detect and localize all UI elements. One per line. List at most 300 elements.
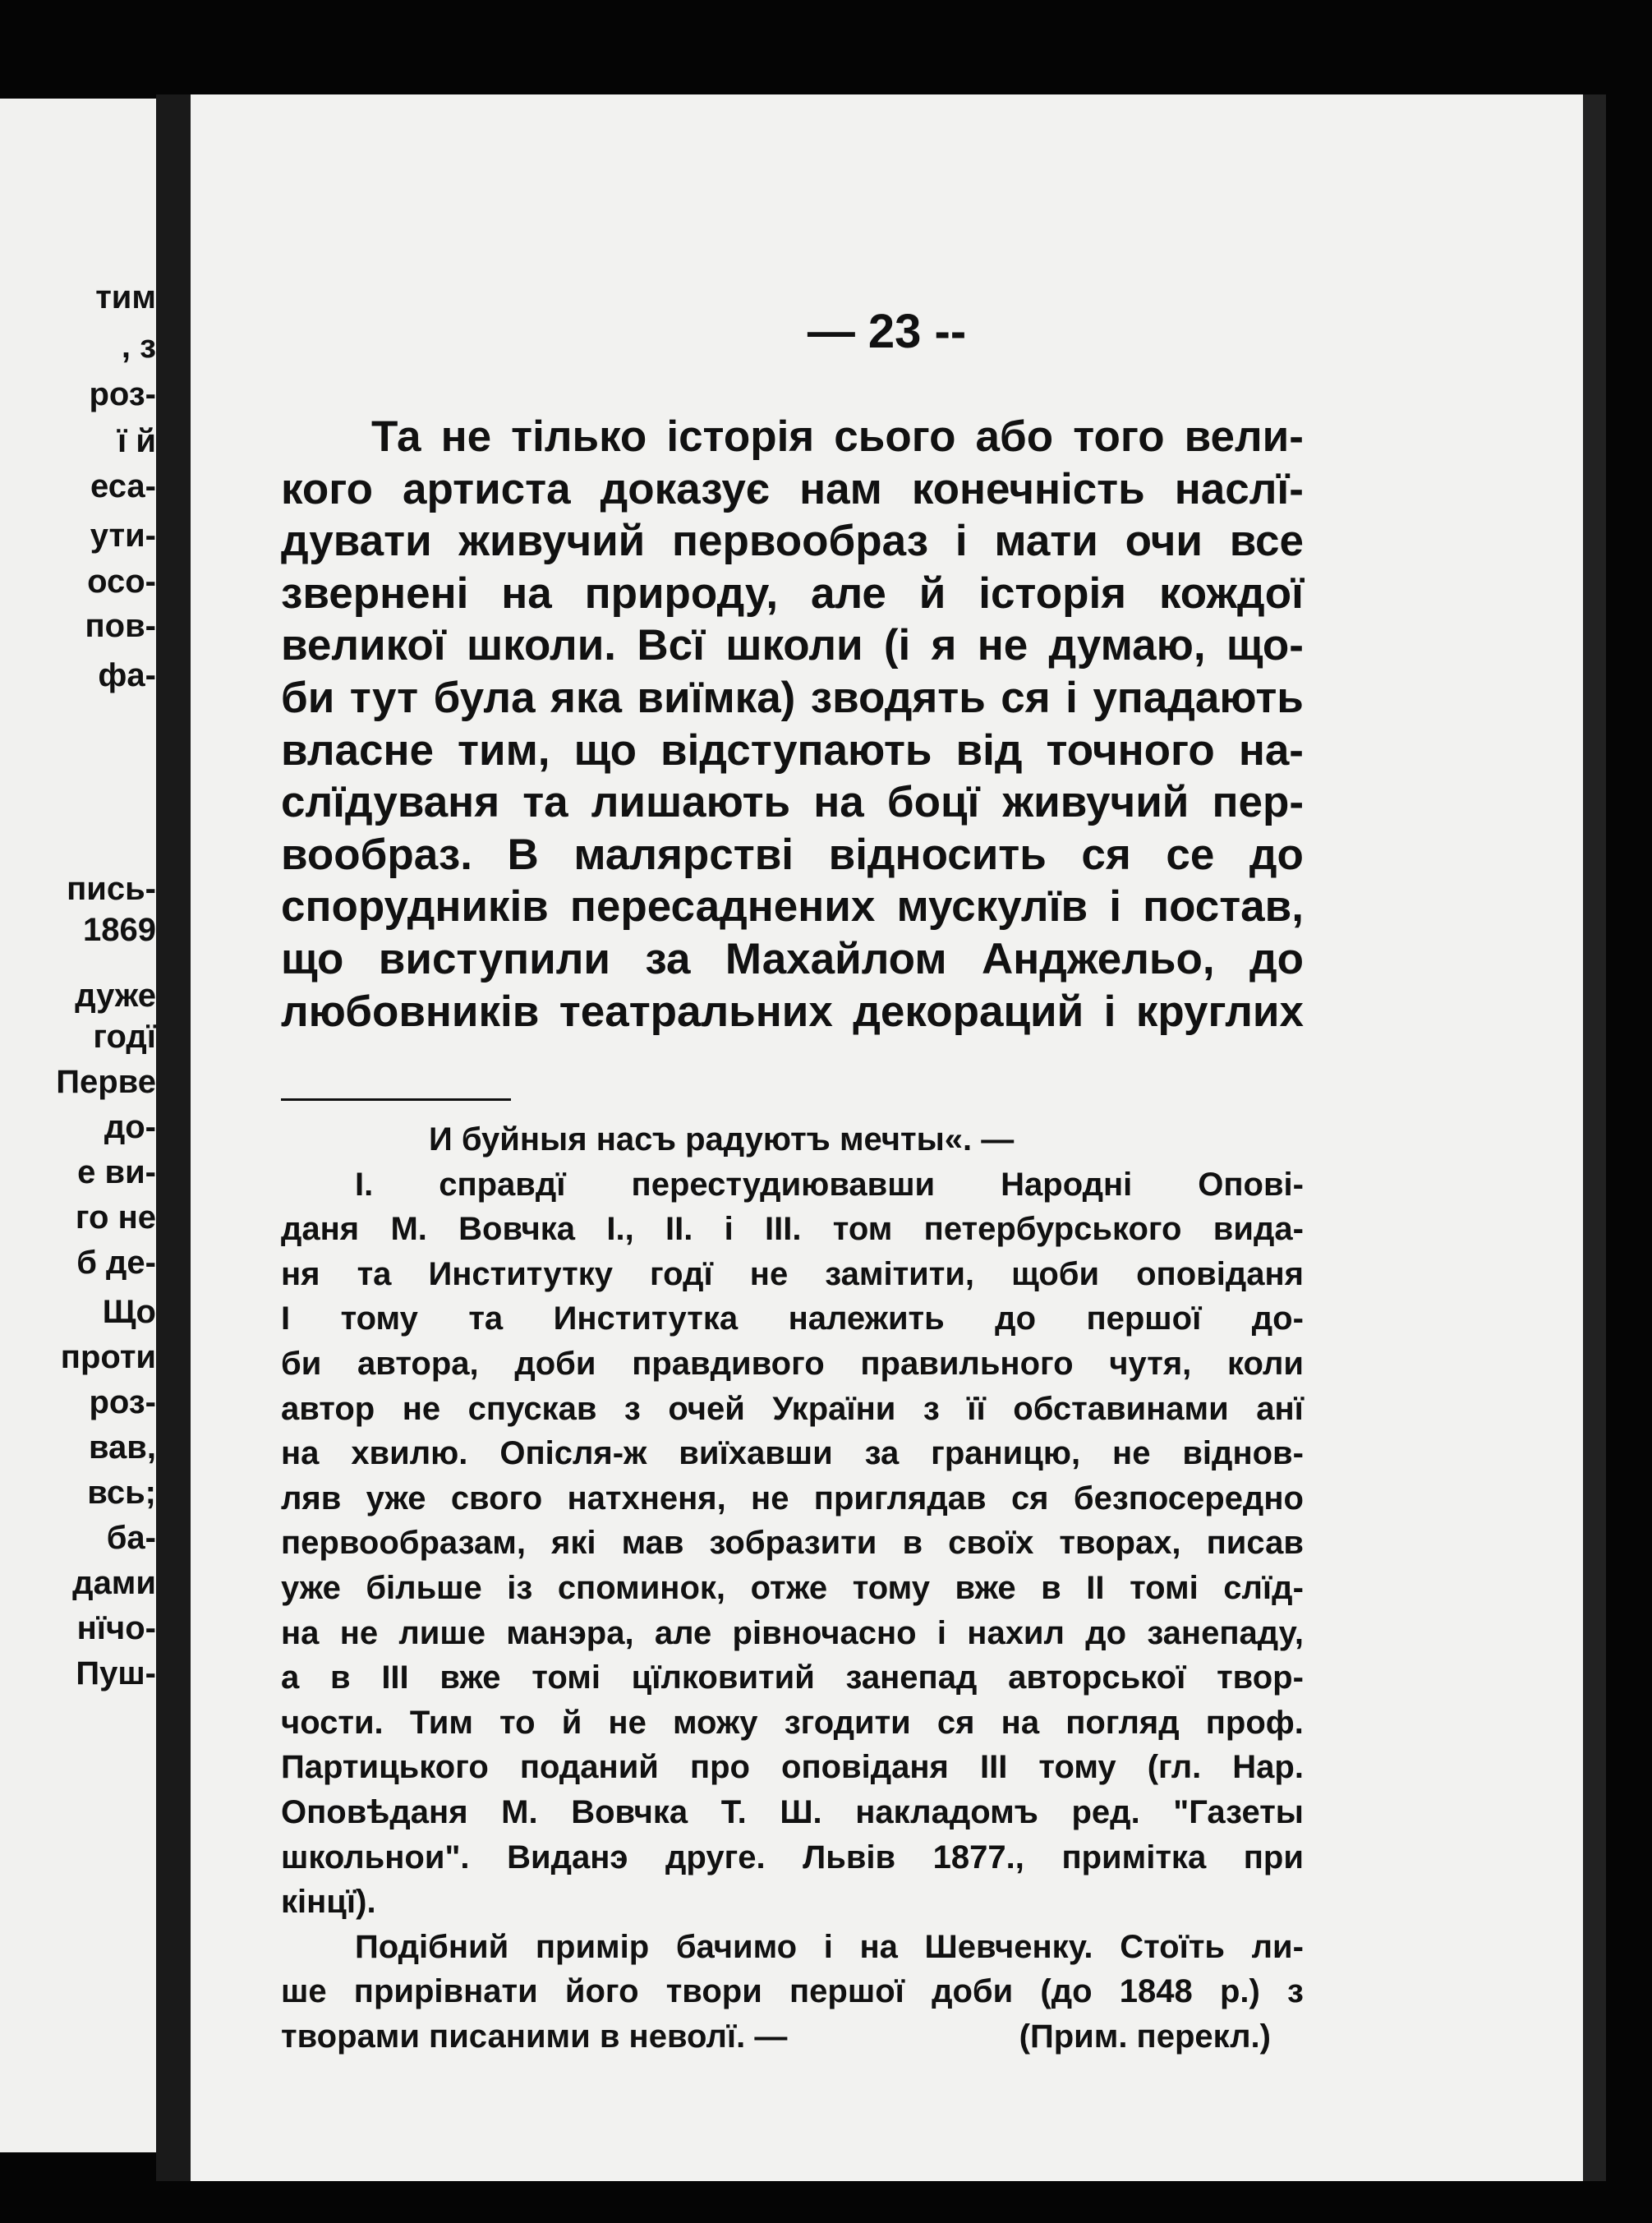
word: й — [561, 1704, 582, 1741]
word: виступили — [378, 934, 611, 983]
page-edge — [1583, 94, 1606, 2181]
word: цїлковитий — [631, 1659, 815, 1696]
book-gutter — [156, 94, 191, 2181]
word: декораций — [853, 987, 1084, 1036]
word: ляв — [281, 1480, 342, 1517]
word: доби — [932, 1973, 1014, 2010]
word: Махайлом — [725, 934, 947, 983]
word: Анджельо, — [981, 934, 1215, 983]
word: школьнои". — [281, 1839, 470, 1876]
word: занепад — [845, 1659, 978, 1696]
word: (і — [883, 621, 911, 670]
left-page-line: роз- — [89, 1384, 156, 1420]
word: та — [357, 1255, 392, 1292]
word: першої — [1086, 1300, 1202, 1337]
left-page-line: тим — [95, 279, 156, 315]
word: не — [749, 1255, 789, 1292]
word: Институтка — [553, 1300, 739, 1337]
word: віднов- — [1182, 1435, 1304, 1472]
word: дувати — [281, 517, 432, 566]
word: обставинами — [1013, 1390, 1229, 1427]
word: зводять — [810, 673, 986, 722]
word: даня — [281, 1211, 360, 1248]
footnote-line — [281, 1162, 1304, 1208]
word: Нар. — [1232, 1749, 1304, 1786]
word: оповіданя — [781, 1749, 949, 1786]
word: великої — [281, 621, 446, 670]
word: друге. — [665, 1839, 766, 1876]
word: Опові- — [1198, 1166, 1304, 1203]
word: на — [281, 1435, 320, 1472]
footnote-line — [281, 1611, 1304, 1656]
left-page-line: 1869 — [83, 912, 156, 948]
word: не — [977, 621, 1028, 670]
word: не — [440, 412, 492, 461]
word: нахил — [967, 1614, 1065, 1651]
word: яка — [550, 673, 622, 722]
left-page-line: до- — [104, 1109, 156, 1145]
word: мав — [621, 1525, 684, 1562]
word: прирівнати — [353, 1973, 538, 2010]
word: се — [1166, 830, 1215, 879]
footnote-line — [281, 1880, 1304, 1925]
word: 1877., — [932, 1839, 1024, 1876]
word: з — [923, 1390, 940, 1427]
word: безпосередно — [1073, 1480, 1304, 1517]
footnote-line — [281, 1387, 1304, 1432]
word: тому — [1038, 1749, 1116, 1786]
word: відносить — [828, 830, 1047, 879]
body-line — [281, 463, 1304, 516]
word: мускулїв — [896, 882, 1088, 932]
word: Оповѣданя — [281, 1793, 468, 1830]
word: насъ — [596, 1121, 676, 1158]
word: України — [772, 1390, 896, 1427]
word: пересаднених — [569, 882, 876, 932]
word: вже — [439, 1659, 501, 1696]
left-page-line: дами — [72, 1565, 156, 1601]
word: її — [967, 1390, 986, 1427]
word: на — [501, 568, 552, 618]
left-page-line: еса- — [90, 468, 156, 504]
word: а — [281, 1659, 300, 1696]
word: і — [1109, 882, 1121, 932]
word: не — [608, 1704, 647, 1741]
word: твор- — [1217, 1659, 1304, 1696]
word: живучий — [458, 517, 646, 566]
word: про — [689, 1749, 750, 1786]
word: сього — [834, 412, 956, 461]
word: лишають — [591, 778, 791, 827]
word: на- — [1238, 725, 1304, 775]
word: наслї- — [1174, 464, 1304, 513]
word: в — [1041, 1569, 1061, 1606]
left-page-line: Пуш- — [76, 1655, 156, 1691]
word: перестудиювавши — [631, 1166, 936, 1203]
word: й — [918, 568, 946, 618]
left-page-line: е ви- — [77, 1154, 156, 1190]
word: була — [433, 673, 536, 722]
word: на — [859, 1928, 898, 1965]
word: слїд- — [1223, 1569, 1304, 1606]
footnote-line — [281, 1296, 1304, 1342]
word: і — [823, 1928, 833, 1965]
word: спускав — [467, 1390, 597, 1427]
body-line — [281, 515, 1304, 568]
left-page-line: всь; — [87, 1475, 156, 1511]
footnote-divider — [281, 1098, 511, 1101]
word: власне — [281, 725, 434, 775]
word: круглих — [1135, 987, 1304, 1036]
word: Т. — [720, 1793, 747, 1830]
word: можу — [672, 1704, 758, 1741]
footnote-line — [281, 1521, 1304, 1566]
word: Вовчка — [458, 1211, 576, 1248]
body-line — [281, 619, 1304, 672]
footnote-line — [281, 1969, 1304, 2014]
left-page-line: дуже — [75, 978, 156, 1014]
word: мати — [994, 517, 1098, 566]
word: лише — [398, 1614, 485, 1651]
word: І — [281, 1300, 291, 1337]
word: ли- — [1251, 1928, 1304, 1965]
word: границю, — [931, 1435, 1081, 1472]
footnote-line — [281, 1476, 1304, 1521]
word: не — [751, 1480, 789, 1517]
word: коли — [1227, 1345, 1304, 1382]
footnote-line — [281, 1745, 1304, 1790]
word: спорудників — [281, 882, 549, 932]
word: або — [975, 412, 1054, 461]
word: малярстві — [573, 830, 794, 879]
word: петербурського — [923, 1211, 1182, 1248]
word: що — [281, 934, 344, 983]
word: на — [813, 778, 864, 827]
word: поданий — [519, 1749, 659, 1786]
word: Всї — [637, 621, 705, 670]
left-page-line: го не — [75, 1199, 156, 1236]
footnote-line — [281, 1925, 1304, 1970]
word: за — [864, 1435, 900, 1472]
word: вже — [955, 1569, 1016, 1606]
word: кождої — [1158, 568, 1304, 618]
footnote-line — [281, 1207, 1304, 1252]
word: від — [955, 725, 1023, 775]
word: доказує — [600, 464, 771, 513]
footnote-line — [281, 1701, 1304, 1746]
word: 1848 — [1119, 1973, 1193, 2010]
word: Партицького — [281, 1749, 489, 1786]
left-page-line: пись- — [67, 871, 156, 907]
word: належить — [788, 1300, 945, 1337]
word: ІІ — [1086, 1569, 1105, 1606]
word: уже — [281, 1569, 341, 1606]
word: хвилю. — [351, 1435, 468, 1472]
word: та — [522, 778, 568, 827]
body-line — [281, 933, 1304, 986]
word: томі — [1130, 1569, 1199, 1606]
page-number: — 23 -- — [807, 305, 967, 358]
left-page-line: вав, — [88, 1429, 156, 1466]
word: до — [1249, 830, 1304, 879]
word: при — [1243, 1839, 1304, 1876]
word: школи — [725, 621, 863, 670]
word: відступають — [660, 725, 932, 775]
word: М. — [501, 1793, 538, 1830]
word: накладомъ — [855, 1793, 1038, 1830]
word: не — [402, 1390, 441, 1427]
left-page-line: б де- — [76, 1245, 156, 1281]
word: бачимо — [675, 1928, 798, 1965]
word: оповіданя — [1136, 1255, 1304, 1292]
left-page-line: проти — [60, 1339, 156, 1375]
word: Виданэ — [507, 1839, 628, 1876]
word: за — [645, 934, 691, 983]
word: доби — [514, 1345, 596, 1382]
word: вели- — [1184, 412, 1304, 461]
left-page-line: нїчо- — [76, 1610, 156, 1646]
footnote-line — [281, 1566, 1304, 1611]
word: історія — [666, 412, 815, 461]
word: школи. — [467, 621, 617, 670]
footnote-line — [281, 1117, 1304, 1162]
word: і — [1065, 673, 1078, 722]
word: Подібний — [355, 1928, 509, 1965]
word: ІІІ. — [765, 1211, 802, 1248]
word: ІІІ — [979, 1749, 1008, 1786]
word: Институтку — [428, 1255, 613, 1292]
word: нам — [799, 464, 882, 513]
word: все — [1229, 517, 1304, 566]
word: вообраз. — [281, 830, 472, 879]
word: тілько — [511, 412, 647, 461]
word: — — [981, 1121, 1015, 1158]
word: уже — [366, 1480, 426, 1517]
word: з — [624, 1390, 641, 1427]
word: примір — [535, 1928, 650, 1965]
word: (до — [1040, 1973, 1093, 2010]
word: М. — [390, 1211, 427, 1248]
word: мечты«. — [839, 1121, 973, 1158]
word: тому — [852, 1569, 930, 1606]
body-line — [281, 411, 1304, 463]
word: більше — [366, 1569, 482, 1606]
left-page-fragment — [0, 99, 156, 2152]
left-page-line: ї й — [117, 423, 156, 459]
word: р.) — [1219, 1973, 1260, 2010]
word: чутя, — [1109, 1345, 1192, 1382]
word: і — [936, 1614, 946, 1651]
word: правильного — [860, 1345, 1074, 1382]
body-line — [281, 829, 1304, 881]
word: замітити, — [825, 1255, 975, 1292]
word: радуютъ — [685, 1121, 831, 1158]
word: буйныя — [461, 1121, 587, 1158]
word: приглядав — [813, 1480, 987, 1517]
word: з — [1287, 1973, 1304, 2010]
word: Вовчка — [571, 1793, 688, 1830]
left-page-line: ба- — [106, 1520, 156, 1556]
word: своїх — [948, 1525, 1034, 1562]
word: Шевченку. — [924, 1928, 1093, 1965]
body-line — [281, 881, 1304, 933]
word: І., — [606, 1211, 634, 1248]
word: що — [573, 725, 637, 775]
word: автор — [281, 1390, 375, 1427]
word: із — [507, 1569, 533, 1606]
word: які — [551, 1525, 596, 1562]
left-page-line: Перве — [56, 1064, 156, 1100]
word: споминок, — [557, 1569, 726, 1606]
word: І. — [355, 1166, 374, 1203]
footnote-line — [281, 1655, 1304, 1701]
word: би — [281, 673, 335, 722]
word: "Газеты — [1173, 1793, 1304, 1830]
word: першої — [789, 1973, 904, 2010]
word: на — [1001, 1704, 1040, 1741]
word: живучий — [1002, 778, 1190, 827]
word: історія — [978, 568, 1127, 618]
word: тому — [340, 1300, 418, 1337]
word: ше — [281, 1973, 327, 2010]
word: в — [329, 1659, 351, 1696]
word: творах, — [1059, 1525, 1181, 1562]
footnote-line — [281, 1342, 1304, 1387]
word: правдивого — [632, 1345, 825, 1382]
word: звернені — [281, 568, 469, 618]
left-page-line: , з — [121, 329, 156, 365]
body-line — [281, 568, 1304, 620]
left-page-line: пов- — [85, 608, 156, 644]
word: слїдуваня — [281, 778, 500, 827]
word: зобразити — [709, 1525, 877, 1562]
body-line — [281, 776, 1304, 829]
word: кінцї). — [281, 1884, 376, 1921]
word: не — [1112, 1435, 1151, 1472]
word: щоби — [1011, 1255, 1100, 1292]
word: конечність — [911, 464, 1145, 513]
footnote-line-final — [281, 2014, 1304, 2060]
left-page-line: фа- — [98, 657, 156, 693]
word: Тим — [409, 1704, 473, 1741]
word: свого — [450, 1480, 543, 1517]
word: в — [902, 1525, 923, 1562]
word: ред. — [1071, 1793, 1140, 1830]
word: тут — [349, 673, 419, 722]
word: примітка — [1061, 1839, 1207, 1876]
word: упадають — [1093, 673, 1304, 722]
word: до — [1249, 934, 1304, 983]
word: ІІІ — [381, 1659, 409, 1696]
book-page — [191, 94, 1583, 2181]
word: очей — [668, 1390, 745, 1427]
word: (гл. — [1147, 1749, 1202, 1786]
word: постав, — [1143, 882, 1304, 932]
word: я — [931, 621, 957, 670]
word: И — [429, 1121, 453, 1158]
footnotes — [281, 1117, 1304, 2059]
word: анї — [1256, 1390, 1304, 1427]
word: том — [832, 1211, 893, 1248]
word: любовників — [281, 987, 540, 1036]
left-page-line: годї — [93, 1019, 156, 1055]
word: природу, — [584, 568, 779, 618]
word: театральних — [559, 987, 833, 1036]
word: виїхавши — [679, 1435, 833, 1472]
footnote-line — [281, 1431, 1304, 1476]
word: ня — [281, 1255, 320, 1292]
word: авторської — [1008, 1659, 1186, 1696]
word: до- — [1251, 1300, 1304, 1337]
left-page-line: Що — [102, 1294, 156, 1330]
word: В — [507, 830, 539, 879]
word: думаю, — [1048, 621, 1206, 670]
translator-note: (Прим. перекл.) — [1019, 2018, 1271, 2055]
word: і — [724, 1211, 734, 1248]
word: того — [1073, 412, 1165, 461]
word: Львів — [803, 1839, 896, 1876]
footnote-final-text: творами писаними в неволї. — — [281, 2018, 788, 2055]
word: точного — [1046, 725, 1215, 775]
word: пер- — [1212, 778, 1304, 827]
word: отже — [750, 1569, 828, 1606]
word: але — [810, 568, 886, 618]
word: первообразам, — [281, 1525, 526, 1562]
word: твори — [665, 1973, 762, 2010]
body-line — [281, 986, 1304, 1038]
word: ся — [1010, 1480, 1049, 1517]
word: погляд — [1065, 1704, 1180, 1741]
word: боцї — [886, 778, 980, 827]
word: і — [1103, 987, 1116, 1036]
word: і — [955, 517, 968, 566]
word: до — [1085, 1614, 1127, 1651]
word: Та — [371, 412, 421, 461]
word: не — [339, 1614, 379, 1651]
left-page-line: ути- — [90, 518, 156, 554]
word: що- — [1226, 621, 1304, 670]
body-line — [281, 672, 1304, 725]
word: манэра, — [506, 1614, 634, 1651]
footnote-line — [281, 1252, 1304, 1297]
word: Народні — [1001, 1166, 1133, 1203]
word: та — [468, 1300, 504, 1337]
word: але — [654, 1614, 712, 1651]
word: артиста — [402, 464, 571, 513]
word: проф. — [1205, 1704, 1304, 1741]
left-page-line: роз- — [89, 376, 156, 412]
word: справдї — [439, 1166, 566, 1203]
word: очи — [1125, 517, 1203, 566]
word: чости. — [281, 1704, 384, 1741]
word: згодити — [784, 1704, 911, 1741]
word: вида- — [1213, 1211, 1304, 1248]
word: ся — [936, 1704, 975, 1741]
word: автора, — [357, 1345, 479, 1382]
word: Стоїть — [1120, 1928, 1225, 1965]
word: занепаду, — [1147, 1614, 1304, 1651]
word: писав — [1206, 1525, 1304, 1562]
word: натхненя, — [567, 1480, 726, 1517]
word: томі — [531, 1659, 601, 1696]
word: кого — [281, 464, 373, 513]
word: виїмка) — [637, 673, 796, 722]
body-text — [281, 411, 1304, 1038]
word: би — [281, 1345, 322, 1382]
footnote-line — [281, 1835, 1304, 1880]
body-line — [281, 725, 1304, 777]
word: до — [995, 1300, 1036, 1337]
